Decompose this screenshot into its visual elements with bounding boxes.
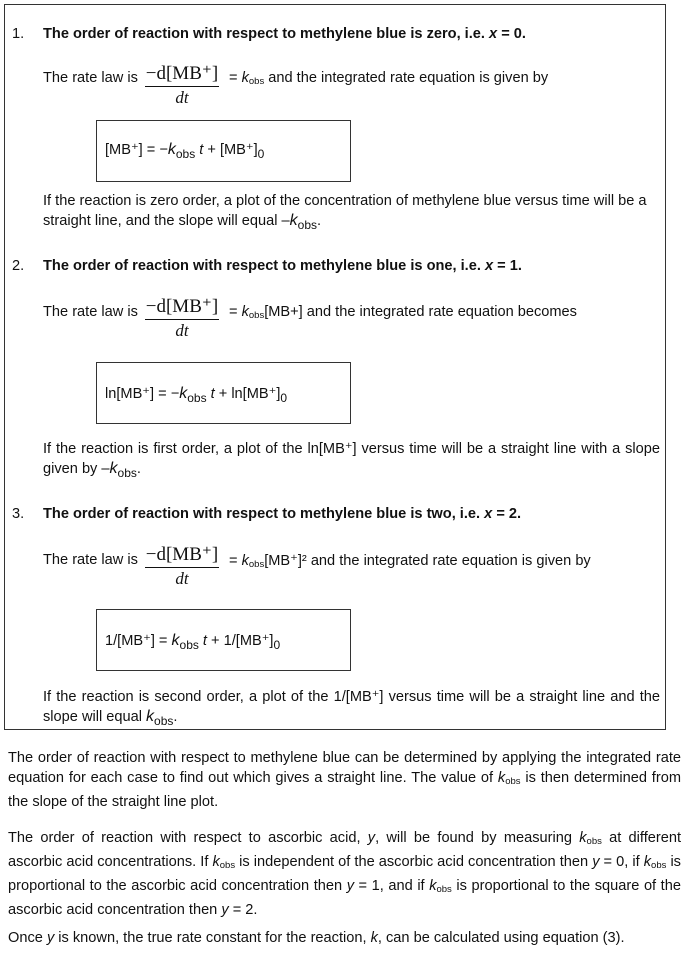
equation-rest: + [MB⁺] [203,142,258,158]
text: is proportional to the square of the ascorbic acid concentration then [8,878,681,918]
k-symbol: k [171,632,180,649]
k-symbol: k [241,553,249,569]
initial-subscript: 0 [257,147,265,161]
y-symbol: y [367,830,376,846]
obs-subscript: obs [436,884,452,895]
rate-law-continuation: and the integrated rate equation is given by [264,70,549,86]
k-symbol: k [146,708,155,725]
heading-value: = 0. [497,26,526,42]
item-number: 3. [12,506,25,522]
item-explanation [43,439,660,483]
text: = 0, if [599,854,644,870]
equation-box [96,120,351,182]
equation-lhs: [MB⁺] = − [105,142,168,158]
fraction-denominator: dt [175,321,189,340]
y-symbol: y [346,878,354,894]
rate-law-rhs [229,552,591,570]
y-symbol: y [592,854,600,870]
k-symbol: k [643,854,652,870]
equation-rest: + ln[MB⁺] [214,386,281,402]
explanation-text: If the reaction is first order, a plot of the ln[MB⁺] versus time will be a straight line with a slope given by – [43,441,660,477]
obs-subscript: obs [154,714,174,728]
initial-subscript: 0 [280,391,288,405]
k-symbol: k [179,385,188,402]
rate-law-continuation: [MB⁺]² and the integrated rate equation is given by [264,553,591,569]
item-heading [43,506,521,522]
rate-law-label: The rate law is [43,552,138,568]
text: = 1, and if [353,878,430,894]
fraction-numerator: −d[MB⁺] [145,296,219,317]
item-number: 2. [12,258,25,274]
obs-subscript: obs [248,559,265,570]
heading-text: The order of reaction with respect to methylene blue is zero, i.e. [43,26,490,42]
text: The order of reaction with respect to methylene blue can be determined by applying the integrated rate equation for each case to find out which gives a straight line. The value of [8,750,681,786]
rate-fraction [143,544,221,590]
obs-subscript: obs [117,466,137,480]
text: is then determined from the slope of the straight line plot. [8,770,681,810]
text: at different ascorbic acid concentrations. If [8,830,682,870]
integrated-equation [105,385,287,405]
k-symbol: k [167,141,176,158]
integrated-equation [105,632,280,652]
fraction-denominator: dt [175,88,189,107]
item-heading [43,26,526,42]
k-symbol: k [109,460,118,477]
text: The order of reaction with respect to ascorbic acid, [8,830,368,846]
obs-subscript: obs [297,218,317,232]
fraction-numerator: −d[MB⁺] [145,544,219,565]
obs-subscript: obs [651,860,667,871]
obs-subscript: obs [586,836,602,847]
time-symbol: t [198,633,207,649]
equation-lhs: 1/[MB⁺] = [105,633,172,649]
equation-box [96,362,351,424]
equals-sign: = [229,304,242,320]
integrated-equation [105,141,264,161]
text: is independent of the ascorbic acid concentration then [235,854,593,870]
rate-law-label: The rate law is [43,70,138,86]
rate-fraction [143,63,221,109]
paragraph-determination [8,748,681,812]
y-symbol: y [46,930,55,946]
heading-variable: x [489,26,498,42]
fraction-denominator: dt [175,569,189,588]
initial-subscript: 0 [273,638,281,652]
text: , can be calculated using equation (3). [377,930,625,946]
period: . [136,461,141,477]
item-number: 1. [12,26,25,42]
text: , will be found by measuring [375,830,580,846]
text: Once [8,930,47,946]
equation-box [96,609,351,671]
obs-subscript: obs [187,391,207,405]
obs-subscript: obs [179,638,199,652]
time-symbol: t [195,142,204,158]
period: . [317,213,322,229]
k-symbol: k [289,212,298,229]
heading-text: The order of reaction with respect to methylene blue is two, i.e. [43,506,485,522]
explanation-text: If the reaction is second order, a plot of the 1/[MB⁺] versus time will be a straight line and the slope will equal [43,689,660,725]
explanation-text: If the reaction is zero order, a plot of the concentration of methylene blue versus time will be a straight line, and the slope will equal – [43,193,647,229]
rate-law-rhs [229,70,548,87]
item-heading [43,258,522,274]
time-symbol: t [206,386,215,402]
rate-law-continuation: [MB+] and the integrated rate equation becomes [264,304,577,320]
text: is proportional to the ascorbic acid concentration then [8,854,681,894]
obs-subscript: obs [248,310,265,321]
k-symbol: k [241,70,249,86]
k-symbol: k [212,854,220,870]
heading-text: The order of reaction with respect to methylene blue is one, i.e. [43,258,485,274]
equation-lhs: ln[MB⁺] = − [105,386,180,402]
text: is known, the true rate constant for the reaction, [54,930,371,946]
obs-subscript: obs [175,147,196,161]
heading-value: = 1. [493,258,522,274]
obs-subscript: obs [505,776,521,787]
item-explanation [43,687,660,731]
y-symbol: y [221,902,229,918]
rate-fraction [143,296,221,342]
k-symbol: k [241,304,249,320]
heading-variable: x [484,506,493,522]
equals-sign: = [229,70,242,86]
item-explanation [43,191,663,235]
obs-subscript: obs [248,76,265,87]
k-symbol: k [370,930,378,946]
heading-variable: x [484,258,494,274]
obs-subscript: obs [219,860,236,871]
paragraph-rate-constant [8,928,681,948]
k-symbol: k [579,830,587,846]
equation-rest: + 1/[MB⁺] [206,633,274,649]
k-symbol: k [497,770,506,786]
fraction-numerator: −d[MB⁺] [145,63,219,84]
heading-value: = 2. [492,506,522,522]
rate-law-rhs [229,304,577,321]
equals-sign: = [229,553,242,569]
period: . [173,709,178,725]
paragraph-ascorbic-acid [8,828,681,920]
k-symbol: k [429,878,437,894]
rate-law-label: The rate law is [43,304,138,320]
text: = 2. [228,902,258,918]
